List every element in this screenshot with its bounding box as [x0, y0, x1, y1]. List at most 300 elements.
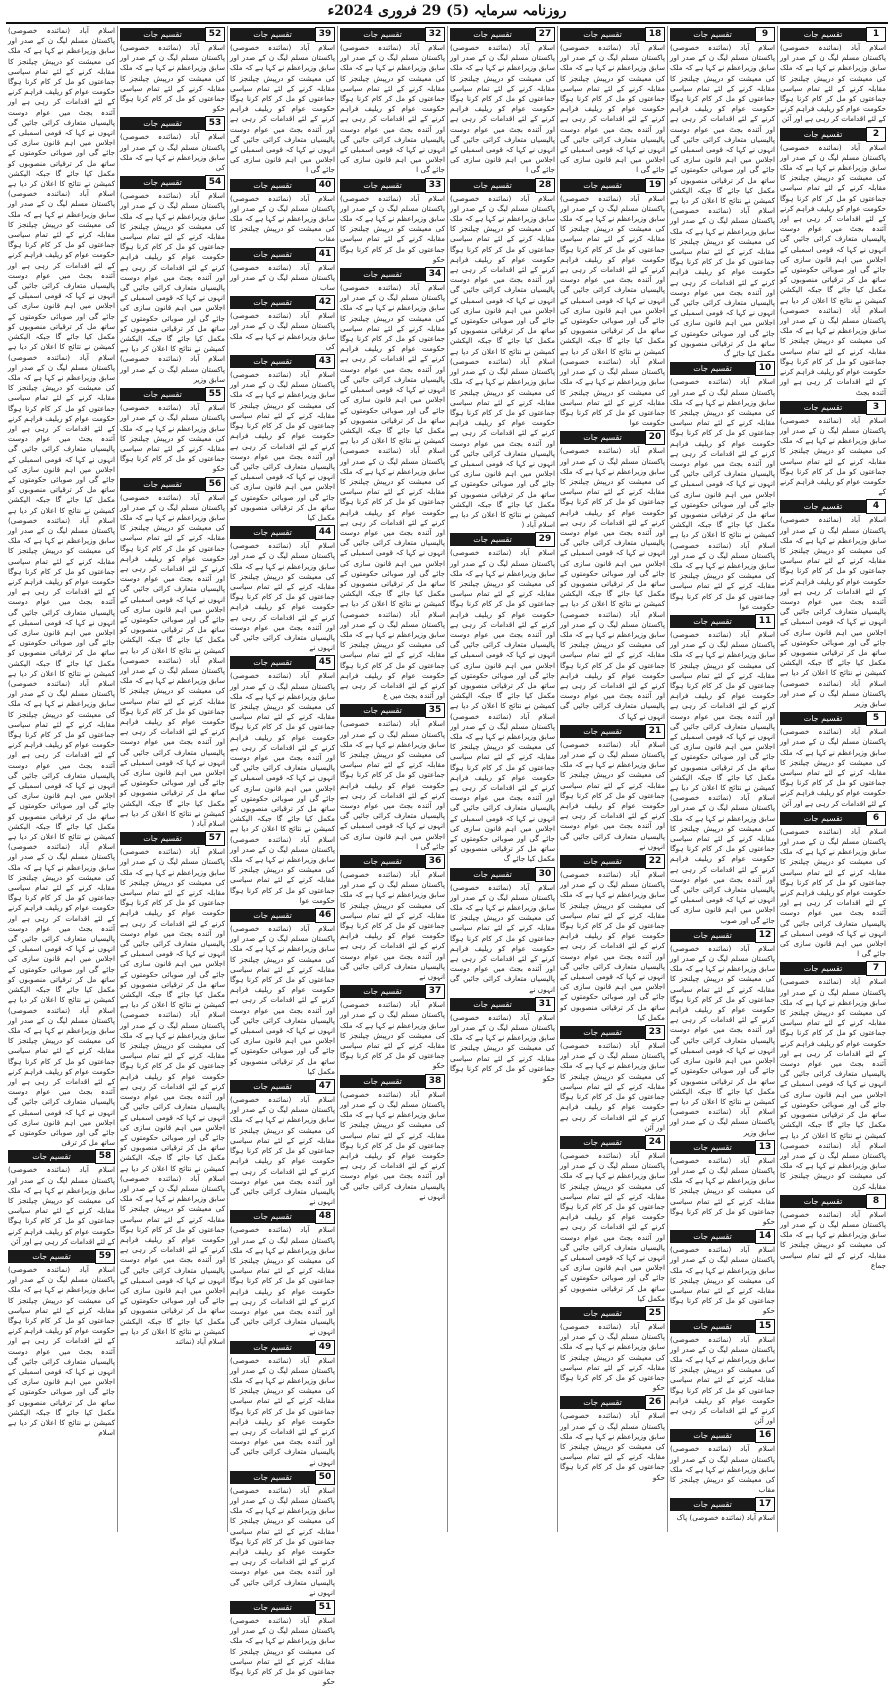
block-number: 45	[315, 655, 335, 670]
classified-block	[780, 28, 886, 125]
block-header	[340, 28, 445, 41]
block-label: تقسیم جات	[780, 500, 866, 513]
block-label: تقسیم جات	[560, 1307, 645, 1320]
block-text: اسلام آباد (نمائندہ خصوصی) پاکستان مسلم لیگ ن کے صدر اور سابق وزیراعظم نے کہا ہے کہ ملک کی معیشت کو درپیش چیلنجز کا مقابلہ کرنے کے لئے تمام سیاسی جماعتوں کو مل کر کام کرنا ہوگا حکو	[120, 43, 225, 114]
block-header	[230, 1341, 335, 1354]
block-label: تقسیم جات	[780, 128, 866, 141]
block-number: 58	[95, 1149, 115, 1164]
block-number: 29	[535, 532, 555, 547]
block-header	[8, 1150, 115, 1163]
block-text: اسلام آباد (نمائندہ خصوصی) پاکستان مسلم لیگ ن کے صدر اور سابق وزیراعظم نے کہا ہے کہ ملک کی معیشت کو درپیش چیلنجز کا مقابلہ کرنے کے لئے تمام سیاسی جماعتوں کو مل کر کام کرنا ہوگا حکومت عوام کو ریلیف فراہم کرنے کے لئے اقدامات کر رہی ہے اور آئندہ بجٹ میں عوام دوست پالیسیاں متعارف کرائی جائیں گی انہوں نے کہا کہ قومی اسمبلی کے اجلاس میں اہم قانون سازی کی جائے گی اور صوبائی حکومتوں کے ساتھ مل کر ترقیاتی منصوبوں کو مکمل کیا جائے گا جبکہ الیکشن کمیشن نے نتائج کا اعلان کر دیا ہے اسلام آباد (نمائندہ خصوصی) پاکستان مسلم لیگ ن کے صدر اور سابق وزیر	[670, 943, 775, 1137]
block-header	[780, 962, 886, 975]
block-text: اسلام آباد (نمائندہ خصوصی) پاکستان مسلم لیگ ن کے صدر اور سابق وزیراعظم نے کہا ہے کہ ملک کی معیشت کو درپیش چیلنجز کا مقابلہ کرنے کے لئے تمام سیاسی جماعتوں کو مل کر کام کرنا ہوگا حکومت عوام کو ریلیف فراہم کرنے کے لئے اقدامات کر رہی ہے اور آئندہ بجٹ میں عوام دوست پالیسیاں متعارف کرائی جائیں گی انہوں نے کہا کہ قومی اسمبلی کے اجلاس میں اہم قانون سازی کی جائے گی اور صوبائی حکومتوں کے ساتھ مل کر ترقیاتی منصوبوں کو مکمل کیا جائے گا جبکہ الیکشن کمیشن نے نتائج کا اعلان کر دیا ہے اسلام آباد (نمائندہ خصوصی) پاکستان مسلم لیگ ن کے صدر اور سابق وزیراعظم نے کہا ہے کہ ملک کی معیشت کو درپیش چیلنجز کا مقابلہ کرنے کے لئے تمام سیاسی جماعتوں کو مل کر کام کرنا ہوگا حکومت عوا	[560, 193, 665, 428]
newspaper-title: روزنامہ سرمایہ (5) 29 فروری 2024ء	[327, 3, 567, 19]
block-label: تقسیم جات	[120, 176, 205, 189]
block-number: 40	[315, 178, 335, 193]
block-label: تقسیم جات	[450, 868, 535, 881]
block-header	[560, 1136, 665, 1149]
block-text: اسلام آباد (نمائندہ خصوصی) پاکستان مسلم لیگ ن کے صدر اور سابق وزیراعظم نے کہا ہے کہ ملک کی معیشت کو درپیش چیلنجز کا مقابلہ کرنے کے لئے تمام سیاسی جماعتوں کو مل کر کام کرنا ہوگا حکومت عوام کو ریلیف فراہم کرنے کے لئے اقدامات کر رہی ہے اور آئندہ بجٹ میں عوام دوست پالیسیاں متعارف کرائی جائیں گی انہوں نے کہا کہ قومی اسمبلی کے اجلاس میں اہم قانون سازی کی جائے گی اور صوبائی حکومتوں کے ساتھ مل کر ترقیاتی منصوبوں کو مکمل کیا	[230, 370, 335, 522]
block-label: تقسیم جات	[340, 985, 425, 998]
block-text: اسلام آباد (نمائندہ خصوصی) پاکستان مسلم لیگ ن کے صدر اور سابق وزیراعظم نے کہا ہے کہ ملک کی معیشت کو درپیش چیلنجز کا مقابلہ کرنے کے لئے تمام سیاسی جماعتوں کو مل کر کام کرنا ہوگا حکو	[340, 193, 445, 264]
block-header	[780, 128, 886, 141]
classified-block	[120, 117, 225, 173]
block-label: تقسیم جات	[560, 855, 645, 868]
column-5	[338, 26, 448, 1532]
block-label: تقسیم جات	[340, 268, 425, 281]
block-number: 22	[645, 854, 665, 869]
block-header	[450, 998, 555, 1011]
classified-block	[780, 128, 886, 398]
column-3	[558, 26, 668, 1532]
block-number: 20	[645, 430, 665, 445]
block-text: اسلام آباد (نمائندہ خصوصی) پاکستان مسلم لیگ ن کے صدر اور سابق وزیراعظم نے کہا ہے کہ ملک کی معیشت کو درپیش چیلنجز کا مقابلہ کرنے کے لئے تمام سیاسی جماعتوں کو مل کر کام کرنا ہوگا حکومت عوام کو ریلیف فراہم کرنے کے لئے اقدامات کر رہی ہے اور آئن	[780, 727, 886, 808]
block-number: 42	[315, 295, 335, 310]
block-label: تقسیم جات	[560, 28, 645, 41]
block-number: 7	[866, 961, 886, 976]
block-label: تقسیم جات	[120, 478, 205, 491]
block-number: 5	[866, 711, 886, 726]
block-header	[230, 1080, 335, 1093]
block-label: تقسیم جات	[340, 704, 425, 717]
classified-block	[230, 1080, 335, 1207]
block-header	[670, 1498, 775, 1511]
block-text: اسلام آباد (نمائندہ خصوصی) پاکستان مسلم لیگ ن کے صدر اور سابق وزیراعظم نے کہا ہے کہ ملک کی معیشت کو درپیش چیلنجز کا مقابلہ کرنے کے لئے تمام سیاسی جماعتوں کو مل کر کام کرنا ہوگا حکو	[450, 1012, 555, 1084]
block-label: تقسیم جات	[230, 656, 315, 669]
block-header	[450, 28, 555, 41]
block-label: تقسیم جات	[560, 431, 645, 444]
block-number: 33	[425, 178, 445, 193]
block-header	[120, 388, 225, 401]
block-header	[230, 355, 335, 368]
block-number: 4	[866, 499, 886, 514]
block-header	[670, 1230, 775, 1243]
block-number: 41	[315, 247, 335, 262]
block-number: 2	[866, 127, 886, 142]
block-number: 16	[755, 1428, 775, 1443]
block-number: 43	[315, 354, 335, 369]
block-label: تقسیم جات	[670, 929, 755, 942]
block-header	[670, 929, 775, 942]
block-text: اسلام آباد (نمائندہ خصوصی) پاکستان مسلم لیگ ن کے صدر اور سابق وزیراعظم نے کہا ہے کہ ملک کی معیشت کو درپیش چیلنجز کا مقابلہ کرنے کے لئے تمام سیاسی جماعتوں کو مل کر کام کرنا ہوگا حکومت عوام کو ریلیف فراہم کرنے کے لئے اقدامات کر رہی ہے اور آئندہ بجٹ میں عوام دوست پالیسیاں متعارف کرائی جائیں گی انہوں نے	[230, 1485, 335, 1597]
block-text: اسلام آباد (نمائندہ خصوصی) پاکستان مسلم لیگ ن کے صدر اور سابق وزیراعظم نے کہا ہے کہ ملک کی معیشت کو درپیش چیلنجز کا مقابلہ کرنے کے لئے تمام سیاسی جماعتوں کو مل کر کام کرنا ہوگا حکومت عوام کو ریلیف فراہم کرنے کے لئے اقدامات کر رہی ہے اور آئندہ بجٹ میں عوام دوست پالیسیاں متعارف کرائی جائیں گی انہوں نے کہا کہ قومی اسمبلی کے اجلاس میں اہم قانون سازی کی جائے گی اور صوبائی حکومتوں کے ساتھ مل کر ترقیاتی منصوبوں کو مکمل کیا جائے گا جبکہ الیکشن کمیشن نے نتائج کا اعلان کر دیا ہے اسلام آباد (نمائندہ خصوصی) پاکستان مسلم لیگ ن کے صدر اور سابق وزیراعظم نے کہا ہے کہ ملک کی معیشت کو درپیش چیلنجز کا مقابلہ کرنے کے لئے تمام سیاسی جماعتوں کو مل کر کام کرنا ہوگا حکومت عوام کو ریلیف فراہم کرنے کے لئے اقدامات کر رہی ہے اور آئندہ بجٹ	[780, 142, 886, 397]
block-header	[780, 500, 886, 513]
classified-block	[780, 812, 886, 960]
page-header	[0, 0, 894, 22]
newspaper-page	[6, 26, 888, 1687]
classified-block	[670, 1320, 775, 1427]
block-number: 47	[315, 1079, 335, 1094]
block-label: تقسیم جات	[560, 1136, 645, 1149]
block-text: اسلام آباد (نمائندہ خصوصی) پاکستان مسلم لیگ ن کے صدر اور سابق وزیراعظم نے کہا ہے کہ ملک کی معیشت کو درپیش چیلنجز کا مقابلہ کرنے کے لئے تمام سیاسی جماعتوں کو مل کر کام کرنا ہوگا حکومت عوام کو ریلیف فراہم کرنے کے لئے اقدامات کر رہی ہے اور آئندہ بجٹ میں عوام دوست پالیسیاں متعارف کرائی جائیں گی انہوں نے	[230, 1225, 335, 1337]
classified-block	[560, 431, 665, 721]
classified-block	[450, 868, 555, 995]
block-label: تقسیم جات	[230, 179, 315, 192]
block-label: تقسیم جات	[450, 998, 535, 1011]
block-text: اسلام آباد (نمائندہ خصوصی) پاکستان مسلم لیگ ن کے صدر اور سابق وزیراعظم نے کہا ہے کہ ملک کی معیشت کو درپیش چیلنجز کا مقابلہ کرنے کے لئے تمام سیاسی جماعتوں کو مل کر کام کرنا ہوگا حکومت عوام کو ریلیف فراہم کرنے کے لئے اقدامات کر رہی ہے اور آئندہ بجٹ میں عوام دوست پالیسیاں متعارف کرائی جائیں گی انہوں نے کہا کہ قومی اسمبلی کے اجلاس میں اہم قانون سازی کی جائے گی اور صوبائی حکومتوں کے ساتھ مل کر ترقیاتی منصوبوں کو مکمل کیا جائے گا جبکہ الیکشن کمیشن نے نتائج کا اعلان کر دیا ہے اسلام آباد (نمائندہ خصوصی) پاکستان مسلم لیگ ن کے صدر اور سابق وزیراعظم نے کہا ہے کہ ملک کی معیشت کو درپیش چیلنجز کا مقابلہ کرنے کے لئے تمام سیاسی جماعتوں کو مل کر کام کرنا ہوگا حکومت عوا	[670, 377, 775, 611]
block-label: تقسیم جات	[780, 401, 866, 414]
block-text: اسلام آباد (نمائندہ خصوصی) پاکستان مسلم لیگ ن کے صدر اور سابق وزیراعظم نے کہا ہے کہ ملک کی معیشت کو درپیش چیلنجز کا مقابلہ کرنے کے لئے تمام سیاسی جماعتوں کو مل کر کام کرنا ہوگا حکومت عوام کو ریلیف فراہم کرنے کے لئے اقدامات کر رہی ہے اور آئندہ بجٹ میں عوام دوست پالیسیاں متعارف کرائی جائیں گی انہوں نے	[230, 1355, 335, 1467]
block-text: اسلام آباد (نمائندہ خصوصی) پاکستان مسلم لیگ ن کے صدر اور سابق وزیراعظم نے کہا ہے کہ ملک کی معیشت کو درپیش چیلنجز کا مقابلہ کرنے کے لئے تمام سیاسی جماعتوں کو مل کر کام کرنا ہوگا حکو	[120, 403, 225, 474]
column-1	[778, 26, 888, 1532]
block-number: 21	[645, 724, 665, 739]
block-text: اسلام آباد (نمائندہ خصوصی) پاکستان مسلم لیگ ن کے صدر اور سابق وزیراعظم نے کہا ہے کہ ملک کی معیشت کو درپیش چیلنجز کا مقابلہ کرنے کے لئے تمام سیاسی جماعتوں کو مل کر کام کرنا ہوگا حکومت عوام کو ریلیف فراہم کرنے کے لئے اقدامات کر رہی ہے اور آئندہ بجٹ میں عوام دوست پالیسیاں متعارف کرائی جائیں گی انہوں نے کہا کہ قومی اسمبلی کے اجلاس میں اہم قانون سازی کی جائے گی اور صوبائی حکومتوں کے ساتھ مل کر ترقیاتی منصوبوں کو مکمل کیا جائے گا جبکہ الیکشن کمیشن نے نتائج کا اعلان کر دیا ہے اسلام آباد (نمائندہ خصوصی) پاکستان مسلم لیگ ن کے صدر اور سابق وزیراعظم نے کہا ہے کہ ملک کی معیشت کو درپیش چیلنجز کا مقابلہ کرنے کے لئے تمام سیاسی جماعتوں کو مل کر کام کرنا ہوگا حکومت عوام کو ریلیف فراہم کرنے کے لئے اقدامات کر رہی ہے اور آئندہ بجٹ میں عوام دوست پالیسیاں متعارف کرائی جائیں گی انہوں نے کہا کہ قومی اسمبلی کے اجلاس میں اہم قانون سازی کی جائے گی اور صوبائی حکومتوں کے ساتھ مل کر ترقیاتی منصوبوں کو مکمل کیا جائے گا جبکہ الیکشن کمیشن نے نتائج کا اعلان کر دیا ہے اسلام آباد (	[450, 193, 555, 530]
block-label: تقسیم جات	[670, 1320, 755, 1333]
block-header	[120, 117, 225, 130]
classified-block	[780, 1195, 886, 1271]
block-number: 10	[755, 361, 775, 376]
column-8	[6, 26, 118, 1532]
block-number: 13	[755, 1140, 775, 1155]
classified-block	[230, 248, 335, 294]
block-number: 27	[535, 27, 555, 42]
classified-block	[560, 855, 665, 1023]
block-text: اسلام آباد (نمائندہ خصوصی) پاکستان مسلم لیگ ن کے صدر اور سابق وزیراعظم نے کہا ہے کہ ملک کی معیشت کو درپیش چیلنجز کا مقابلہ کرنے کے لئے تمام سیاسی جماعتوں کو مل کر کام کرنا ہوگا حکومت عوام کو ریلیف فراہم کرنے کے لئے اقدامات کر رہی ہے اور آئندہ بجٹ میں عوام دوست پالیسیاں متعارف کرائی جائیں گی انہوں نے	[340, 870, 445, 982]
classified-block	[340, 855, 445, 982]
block-label: تقسیم جات	[450, 179, 535, 192]
block-header	[120, 28, 225, 41]
classified-block	[670, 1498, 775, 1523]
block-label: تقسیم جات	[120, 388, 205, 401]
classified-block	[8, 1150, 115, 1247]
block-header	[340, 268, 445, 281]
block-number: 15	[755, 1319, 775, 1334]
classified-block	[230, 1601, 335, 1687]
block-text: اسلام آباد (نمائندہ خصوصی) پاکستان مسلم لیگ ن کے صدر اور سابق وزیراعظم نے کہا ہے کہ ملک کی معیشت کو درپیش چیلنجز کا مقابلہ کرنے کے لئے تمام سیاسی جماعتوں کو مل کر کام کرنا ہوگا حکومت عوام کو ریلیف فراہم کرنے کے لئے اقدامات کر رہی ہے اور آئندہ بجٹ میں عوام دوست پالیسیاں متعارف کرائی جائیں گی انہوں نے کہا کہ قومی اسمبلی کے اجلاس میں اہم قانون سازی کی جائے گی اور صوبائی حکومتوں کے ساتھ مل کر ترقیاتی منصوبوں کو مکمل کیا جائے گا جبکہ الیکشن کمیشن نے نتائج کا اعلان کر دیا ہے اسلام آباد (نمائندہ خصوصی) پاکستان مسلم لیگ ن کے صدر اور سابق وزیراعظم نے کہا ہے کہ ملک کی معیشت کو درپیش چیلنجز کا مقابلہ کرنے کے لئے تمام سیاسی جماعتوں کو مل کر کام کرنا ہوگا حکومت عوام کو ریلیف فراہم کرنے کے لئے اقدامات کر رہی ہے اور آئندہ بجٹ میں عوام دوست پالیسیاں متعارف کرائی جائیں گی انہوں نے کہا کہ قومی اسمبلی کے اجلاس میں اہم قانون سازی کی جائے گی اور صوب	[670, 629, 775, 925]
block-label: تقسیم جات	[670, 28, 755, 41]
block-header	[340, 1075, 445, 1088]
classified-block	[780, 712, 886, 809]
block-text: اسلام آباد (نمائندہ خصوصی) پاک	[676, 1513, 775, 1523]
block-header	[560, 1396, 665, 1409]
block-label: تقسیم جات	[450, 533, 535, 546]
block-label: تقسیم جات	[560, 725, 645, 738]
block-label: تقسیم جات	[780, 1195, 866, 1208]
column-2	[668, 26, 778, 1532]
classified-block	[780, 401, 886, 498]
block-number: 1	[866, 27, 886, 42]
block-number: 44	[315, 525, 335, 540]
block-header	[120, 832, 225, 845]
block-header	[670, 1429, 775, 1442]
block-label: تقسیم جات	[120, 832, 205, 845]
block-number: 52	[205, 27, 225, 42]
classified-block	[230, 1471, 335, 1598]
block-text: اسلام آباد (نمائندہ خصوصی) پاکستان مسلم لیگ ن کے صدر اور سابق وزیراعظم نے کہا ہے کہ ملک کی	[120, 132, 225, 173]
block-text: اسلام آباد (نمائندہ خصوصی) پاکستان مسلم لیگ ن کے صدر اور سابق وزیراعظم نے کہا ہے کہ ملک کی معیشت کو درپیش چیلنجز کا مقابلہ کرنے کے لئے تمام سیاسی جماعتوں کو مل کر کام کرنا ہوگا حکومت عوام کو ریلیف فراہم کرنے کے لئے اقدامات کر رہی ہے اور آئندہ بجٹ میں عوام دوست پالیسیاں متعارف کرائی جائیں گی انہوں نے کہا کہ قومی اسمبلی کے اجلاس میں اہم قانون سازی کی جائے گی اور صوبائی حکومتوں کے ساتھ مل کر ترقیاتی منصوبوں کو مکمل کیا جائے گا جبکہ الیکشن کمیشن نے نتائج کا اعلان کر دیا ہے اسلام آباد (نمائندہ خصوصی) پاکستان مسلم لیگ ن کے صدر اور سابق وزیراعظم نے کہا ہے کہ ملک کی معیشت کو درپیش چیلنجز کا مقابلہ کرنے کے لئے تمام سیاسی جماعتوں کو مل کر کام کرنا ہوگا حکومت عوام کو ریلیف فراہم کرنے کے لئے اقدامات کر رہی ہے اور آئندہ بجٹ میں عوام دوست پالیسیاں متعارف کرائی جائیں گی انہوں نے کہا ک	[560, 446, 665, 721]
block-number: 51	[315, 1600, 335, 1615]
block-label: تقسیم جات	[230, 526, 315, 539]
block-text: اسلام آباد (نمائندہ خصوصی) پاکستان مسلم لیگ ن کے صدر اور سابق وزیراعظم نے کہا ہے کہ ملک کی معیشت کو درپیش چیلنجز کا مقابلہ کرنے کے لئے تمام سیاسی جماعتوں کو مل کر کام کرنا ہوگا حکومت عوام کو ریلیف فراہم کرنے کے	[780, 415, 886, 497]
block-label: تقسیم جات	[120, 28, 205, 41]
block-text: اسلام آباد (نمائندہ خصوصی) پاکستان مسلم لیگ ن کے صدر اور سابق وزیراعظم نے کہا ہے کہ ملک کی معیشت کو درپیش چیلنجز کا مقابلہ کرنے کے لئے تمام سیاسی جماعتوں کو مل کر کام کرنا ہوگا حکومت عوام کو ریلیف فراہم کرنے کے لئے اقدامات کر رہی ہے اور آئندہ بجٹ میں عوام دوست پالیسیاں متعارف کرائی جائیں گی انہوں نے کہا کہ قومی اسمبلی کے اجلاس میں اہم قانون سازی کی جائے گی اور صوبائی حکومتوں کے ساتھ مل کر ترقیاتی منصوبوں کو مکمل کیا جائے گا جبکہ الیکشن کمیشن نے نتائج کا اعلان کر دیا ہے اسلام آباد (نمائندہ خصوصی) پاکستان مسلم لیگ ن کے صدر اور سابق وزیراعظم نے کہا ہے کہ ملک کی معیشت کو درپیش چیلنجز کا مقابلہ کرنے کے لئے تمام سیاسی جماعتوں کو مل کر کام کرنا ہوگا حکومت عوام کو ریلیف فراہم کرنے کے لئے اقدامات کر رہی ہے اور آئندہ بجٹ میں عوام دوست پالیسیاں متعارف کرائی جائیں گی انہوں نے کہا کہ قومی اسمبلی کے اجلاس میں اہم قانون سازی کی جائے گی اور صوبائی حکومتوں کے ساتھ مل کر ترقیاتی منصوبوں کو مکمل کیا جائے گا جبکہ الیکشن کمیشن نے نتائج کا اعلان کر دیا ہے اسلام آباد (نمائندہ خصوصی) پاکستان مسلم لیگ ن کے صدر اور سابق وزیراعظم نے کہا ہے کہ ملک کی معیشت کو درپیش چیلنجز کا مقابلہ کرنے کے لئے تمام سیاسی جماعتوں کو مل کر کام کرنا ہوگا حکومت عوام کو ریلیف فراہم کرنے کے لئے اقدامات کر رہی ہے اور آئندہ بجٹ میں عوام دوست پالیسیاں متعارف کرائی جائیں گی انہوں نے کہا کہ قومی اسمبلی کے اجلاس میں اہم قانون سازی کی جائے گی اور صوبائی حکومتوں کے ساتھ مل کر ترقیاتی منصوبوں کو مکمل کیا جائے گا جبکہ الیکشن کمیشن نے نتائج کا اعلان کر دیا ہے اسلام آباد (نمائند	[120, 847, 225, 1346]
classified-block	[560, 179, 665, 429]
block-label: تقسیم جات	[780, 812, 866, 825]
block-text: اسلام آباد (نمائندہ خصوصی) پاکستان مسلم لیگ ن کے صدر اور سابق وزیراعظم نے کہا ہے کہ ملک کی معیشت کو درپیش چیلنجز کا مقابلہ کرنے کے لئے تمام سیاسی جماعتوں کو مل کر کام کرنا ہوگا حکومت عوام کو ریلیف فراہم کرنے کے لئے اقدامات کر رہی ہے اور آئندہ بجٹ میں عوام دوست پالیسیاں متعارف کرائی جائیں گی انہوں نے کہا کہ قومی اسمبلی کے اجلاس میں اہم قانون سازی کی جائے گی اور صوبائی حکومتوں کے ساتھ مل کر ترقیاتی منصوبوں کو مکمل کیا جائے گا جبکہ الیکشن کمیشن نے نتائج کا اعلان کر دیا ہے اسلام آباد (نمائندہ خصوصی) پاکستان مسلم لیگ ن کے صدر اور سابق وزیراعظم نے کہا ہے کہ ملک کی معیشت کو درپیش چیلنجز کا مقابلہ کرنے کے لئے تمام سیاسی جماعتوں کو مل کر کام کرنا ہوگا حکومت عوام کو ریلیف فراہم کرنے کے لئے اقدامات کر رہی ہے اور آئندہ بجٹ میں عوام دوست پالیسیاں متعارف کرائی جائیں گی انہوں نے کہا کہ قومی اسمبلی کے اجلاس میں اہم قانون سازی کی جائے گی اور صوبائی حکومتوں کے ساتھ مل کر ترقیاتی منصوبوں کو مکمل کیا جائے گ	[670, 43, 775, 359]
block-label: تقسیم جات	[230, 1471, 315, 1484]
block-number: 28	[535, 178, 555, 193]
classified-block	[450, 533, 555, 864]
classified-block	[560, 1307, 665, 1393]
block-number: 57	[205, 831, 225, 846]
classified-block	[560, 1026, 665, 1133]
block-label: تقسیم جات	[230, 355, 315, 368]
block-header	[670, 615, 775, 628]
classified-block	[780, 962, 886, 1191]
classified-block	[120, 478, 225, 830]
block-header	[780, 812, 886, 825]
block-number: 53	[205, 116, 225, 131]
classified-block	[120, 832, 225, 1347]
block-header	[230, 28, 335, 41]
block-text: اسلام آباد (نمائندہ خصوصی) پاکستان مسلم لیگ ن کے صدر اور سابق وزیراعظم نے کہا ہے کہ ملک کی معیشت کو درپیش چیلنجز کا مقابلہ کرنے کے لئے تمام سیاسی جماعتوں کو مل کر کام کرنا ہوگا حکومت عوام کو ریلیف فراہم کرنے کے لئے اقدامات کر رہی ہے اور آئندہ بجٹ میں عوام دوست پالیسیاں متعارف کرائی جائیں گی انہوں نے کہا کہ قومی اسمبلی کے اجلاس میں اہم قانون سازی کی جائے گی اور صوبائی حکومتوں کے ساتھ مل کر ترقیاتی منصوبوں کو مکمل کیا جائے گا جبکہ الیکشن کمیشن نے نتائج کا اعلان کر دیا ہے اسلام آباد (نمائندہ خصوصی) پاکستان مسلم لیگ ن کے صدر اور سابق وزیراعظم نے کہا ہے کہ ملک کی معیشت کو درپیش چیلنجز کا مقابلہ کرنے کے لئے تمام سیاسی جماعتوں کو مل کر کام کرنا ہوگا حکومت عوام کو ریلیف فراہم کرنے کے لئے اقدامات کر رہی ہے اور آئندہ بجٹ میں عوام دوست پالیسیاں متعارف کرائی جائیں گی انہوں نے کہا کہ قومی اسمبلی کے اجلاس میں اہم قانون سازی کی جائے گی اور صوبائی حکومتوں کے ساتھ مل کر ترقیاتی منصوبوں کو مکمل کیا جائے گ	[450, 548, 555, 864]
block-header	[780, 28, 886, 41]
block-number: 6	[866, 811, 886, 826]
block-number: 9	[755, 27, 775, 42]
block-number: 46	[315, 908, 335, 923]
classified-block	[230, 526, 335, 653]
classified-block	[230, 28, 335, 176]
classified-block	[450, 179, 555, 531]
classified-block	[560, 725, 665, 852]
classified-block	[670, 28, 775, 359]
block-label: تقسیم جات	[340, 1075, 425, 1088]
block-label: تقسیم جات	[230, 1341, 315, 1354]
block-header	[560, 179, 665, 192]
block-label: تقسیم جات	[340, 855, 425, 868]
block-text: اسلام آباد (نمائندہ خصوصی) پاکستان مسلم لیگ ن کے صدر اور سابق وزیراعظم نے کہا ہے کہ ملک کی معیشت کو درپیش چیلنجز کا مقابلہ کرنے کے لئے تمام سیاسی جماعتوں کو مل کر کام کرنا ہوگا حکو	[670, 1245, 775, 1316]
classified-block	[560, 1396, 665, 1482]
classified-block	[560, 28, 665, 176]
block-header	[450, 868, 555, 881]
block-label: تقسیم جات	[450, 28, 535, 41]
block-text: اسلام آباد (نمائندہ خصوصی) پاکستان مسلم لیگ ن کے صدر اور سابق وزیراعظم نے کہا ہے کہ ملک کی معیشت کو درپیش چیلنجز کا مقابلہ کرنے کے لئے تمام سیاسی جماعتوں کو مل کر کام کرنا ہوگا حکومت عوام کو ریلیف فراہم کرنے کے لئے اقدامات کر رہی ہے اور آئندہ بجٹ میں عوام دوست پالیسیاں متعارف کرائی جائیں گی انہوں نے کہا کہ قومی اسمبلی کے اجلاس میں اہم قانون سازی کی جائے گی اور صوبائی حکومتوں کے ساتھ مل کر ترقیاتی منصوبوں کو مکمل کیا	[230, 924, 335, 1076]
block-text: اسلام آباد (نمائندہ خصوصی) پاکستان مسلم لیگ ن کے صدر اور سابق وزیراعظم نے کہا ہے کہ ملک کی معیشت کو درپیش چیلنجز کا مقاب	[670, 1444, 775, 1495]
block-text: اسلام آباد (نمائندہ خصوصی) پاکستان مسلم لیگ ن کے صدر اور سابق وزیراعظم نے کہا ہے کہ ملک کی معیشت کو درپیش چیلنجز کا مقابلہ کرنے کے لئے تمام سیاسی جماعتوں کو مل کر کام کرنا ہوگا حکومت عوام کو ریلیف فراہم کرنے کے لئے اقدامات کر رہی ہے اور آئن	[780, 43, 886, 124]
block-number: 54	[205, 175, 225, 190]
block-header	[230, 656, 335, 669]
block-text: اسلام آباد (نمائندہ خصوصی) پاکستان مسلم لیگ ن کے صدر اور سابق وزیراعظم نے کہا ہے کہ ملک کی معیشت کو درپیش چیلنجز کا مقابلہ کرنے کے لئے تمام سیاسی جماعتوں کو مل کر کام کرنا ہوگا حکومت عوام کو ریلیف فراہم کرنے کے لئے اقدامات کر رہی ہے اور آئندہ بجٹ میں عوام دوست پالیسیاں متعارف کرائی جائیں گی انہوں نے کہا کہ قومی اسمبلی کے اجلاس میں اہم قانون سازی کی جائے گی ا	[560, 43, 665, 175]
block-label: تقسیم جات	[780, 28, 866, 41]
block-header	[780, 712, 886, 725]
block-number: 8	[866, 1194, 886, 1209]
classified-block	[230, 909, 335, 1077]
block-number: 32	[425, 27, 445, 42]
classified-block	[120, 28, 225, 114]
block-header	[230, 1210, 335, 1223]
block-text: اسلام آباد (نمائندہ خصوصی) پاکستان مسلم لیگ ن کے صدر اور سابق وزیراعظم نے کہا ہے کہ ملک کی معیشت کو درپیش چیلنجز کا مقابلہ کرنے کے لئے تمام سیاسی جماعتوں کو مل کر کام کرنا ہوگا حکومت عوام کو ریلیف فراہم کرنے کے لئے اقدامات کر رہی ہے اور آئندہ بجٹ میں عوام دوست پالیسیاں متعارف کرائی جائیں گی انہوں نے کہا کہ قومی اسمبلی کے اجلاس میں اہم قانون سازی کی جائے گی اور صوبائی حکومتوں کے ساتھ مل کر ترقیاتی منصوبوں کو مکمل کیا	[560, 870, 665, 1022]
block-label: تقسیم جات	[560, 179, 645, 192]
block-number: 34	[425, 267, 445, 282]
block-text: اسلام آباد (نمائندہ خصوصی) پاکستان مسلم لیگ ن کے صدر اور سابق وزیراعظم نے کہا ہے کہ ملک کی معیشت کو درپیش چیلنجز کا مقابلہ کرنے کے لئے تمام سیاسی جماعتوں کو مل کر کام کرنا ہوگا حکومت عوام کو ریلیف فراہم کرنے کے لئے اقدامات کر رہی ہے اور آئندہ بجٹ میں عوام دوست پالیسیاں متعارف کرائی جائیں گی انہوں نے کہا کہ قومی اسمبلی کے اجلاس میں اہم قانون سازی کی جائے گی اور صوبائی حکومتوں کے ساتھ مل کر ترقیاتی منصوبوں کو مکمل کیا	[560, 1150, 665, 1303]
block-label: تقسیم جات	[8, 1150, 95, 1163]
lead-article-text: اسلام آباد (نمائندہ خصوصی) پاکستان مسلم لیگ ن کے صدر اور سابق وزیراعظم نے کہا ہے کہ ملک کی معیشت کو درپیش چیلنجز کا مقابلہ کرنے کے لئے تمام سیاسی جماعتوں کو مل کر کام کرنا ہوگا حکومت عوام کو ریلیف فراہم کرنے کے لئے اقدامات کر رہی ہے اور آئندہ بجٹ میں عوام دوست پالیسیاں متعارف کرائی جائیں گی انہوں نے کہا کہ قومی اسمبلی کے اجلاس میں اہم قانون سازی کی جائے گی اور صوبائی حکومتوں کے ساتھ مل کر ترقیاتی منصوبوں کو مکمل کیا جائے گا جبکہ الیکشن کمیشن نے نتائج کا اعلان کر دیا ہے اسلام آباد (نمائندہ خصوصی) پاکستان مسلم لیگ ن کے صدر اور سابق وزیراعظم نے کہا ہے کہ ملک کی معیشت کو درپیش چیلنجز کا مقابلہ کرنے کے لئے تمام سیاسی جماعتوں کو مل کر کام کرنا ہوگا حکومت عوام کو ریلیف فراہم کرنے کے لئے اقدامات کر رہی ہے اور آئندہ بجٹ میں عوام دوست پالیسیاں متعارف کرائی جائیں گی انہوں نے کہا کہ قومی اسمبلی کے اجلاس میں اہم قانون سازی کی جائے گی اور صوبائی حکومتوں کے ساتھ مل کر ترقیاتی منصوبوں کو مکمل کیا جائے گا جبکہ الیکشن کمیشن نے نتائج کا اعلان کر دیا ہے اسلام آباد (نمائندہ خصوصی) پاکستان مسلم لیگ ن کے صدر اور سابق وزیراعظم نے کہا ہے کہ ملک کی معیشت کو درپیش چیلنجز کا مقابلہ کرنے کے لئے تمام سیاسی جماعتوں کو مل کر کام کرنا ہوگا حکومت عوام کو ریلیف فراہم کرنے کے لئے اقدامات کر رہی ہے اور آئندہ بجٹ میں عوام دوست پالیسیاں متعارف کرائی جائیں گی انہوں نے کہا کہ قومی اسمبلی کے اجلاس میں اہم قانون سازی کی جائے گی اور صوبائی حکومتوں کے ساتھ مل کر ترقیاتی منصوبوں کو مکمل کیا جائے گا جبکہ الیکشن کمیشن نے نتائج کا اعلان کر دیا ہے اسلام آباد (نمائندہ خصوصی) پاکستان مسلم لیگ ن کے صدر اور سابق وزیراعظم نے کہا ہے کہ ملک کی معیشت کو درپیش چیلنجز کا مقابلہ کرنے کے لئے تمام سیاسی جماعتوں کو مل کر کام کرنا ہوگا حکومت عوام کو ریلیف فراہم کرنے کے لئے اقدامات کر رہی ہے اور آئندہ بجٹ میں عوام دوست پالیسیاں متعارف کرائی جائیں گی انہوں نے کہا کہ قومی اسمبلی کے اجلاس میں اہم قانون سازی کی جائے گی اور صوبائی حکومتوں کے ساتھ مل کر ترقیاتی منصوبوں کو مکمل کیا جائے گا جبکہ الیکشن کمیشن نے نتائج کا اعلان کر دیا ہے اسلام آباد (نمائندہ خصوصی) پاکستان مسلم لیگ ن کے صدر اور سابق وزیراعظم نے کہا ہے کہ ملک کی معیشت کو درپیش چیلنجز کا مقابلہ کرنے کے لئے تمام سیاسی جماعتوں کو مل کر کام کرنا ہوگا حکومت عوام کو ریلیف فراہم کرنے کے لئے اقدامات کر رہی ہے اور آئندہ بجٹ میں عوام دوست پالیسیاں متعارف کرائی جائیں گی انہوں نے کہا کہ قومی اسمبلی کے اجلاس میں اہم قانون سازی کی جائے گی اور صوبائی حکومتوں کے ساتھ مل کر ترقیاتی منصوبوں کو مکمل کیا جائے گا جبکہ الیکشن کمیشن نے نتائج کا اعلان کر دیا ہے اسلام آباد (نمائندہ خصوصی) پاکستان مسلم لیگ ن کے صدر اور سابق وزیراعظم نے کہا ہے کہ ملک کی معیشت کو درپیش چیلنجز کا مقابلہ کرنے کے لئے تمام سیاسی جماعتوں کو مل کر کام کرنا ہوگا حکومت عوام کو ریلیف فراہم کرنے کے لئے اقدامات کر رہی ہے اور آئندہ بجٹ میں عوام دوست پالیسیاں متعارف کرائی جائیں گی انہوں نے کہا کہ قومی اسمبلی کے اجلاس میں اہم قانون سازی کی جائے گی اور صوبائی حکومتوں کے ساتھ مل کر ترقیاتی منصوبوں کو مکمل کیا جائے گا جبکہ الیکشن کمیشن نے نتائج کا اعلان کر دیا ہے اسلام آباد (نمائندہ خصوصی) پاکستان مسلم لیگ ن کے صدر اور سابق وزیراعظم نے کہا ہے کہ ملک کی معیشت کو درپیش چیلنجز کا مقابلہ کرنے کے لئے تمام سیاسی جماعتوں کو مل کر کام کرنا ہوگا حکومت عوام کو ریلیف فراہم کرنے کے لئے اقدامات کر رہی ہے اور آئندہ بجٹ میں عوام دوست پالیسیاں متعارف کرائی جائیں گی انہوں نے کہا کہ قومی اسمبلی کے اجلاس میں اہم قانون سازی کی جائے گی اور صوبائی حکومتوں کے ساتھ مل کر ترقی	[8, 26, 115, 1148]
block-number: 50	[315, 1470, 335, 1485]
classified-block	[340, 268, 445, 701]
block-number: 48	[315, 1209, 335, 1224]
block-text: اسلام آباد (نمائندہ خصوصی) پاکستان مسلم لیگ ن کے صدر اور سابق وزیراعظم نے کہا ہے کہ ملک کی معیشت کو درپیش چیلنجز کا مقابلہ کرنے کے لئے تمام سیاسی جماعتوں کو مل کر کام کرنا ہوگا حکومت عوام کو ریلیف فراہم کرنے کے لئے اقدامات کر رہی ہے اور آئن	[560, 1041, 665, 1132]
classified-block	[670, 1141, 775, 1227]
block-text: اسلام آباد (نمائندہ خصوصی) پاکستان مسلم لیگ ن کے صدر اور سابق وزیراعظم نے کہا ہے کہ ملک کی	[230, 311, 335, 351]
block-label: تقسیم جات	[670, 1498, 755, 1511]
classified-block	[8, 1250, 115, 1438]
header-rule	[6, 22, 888, 24]
block-header	[670, 362, 775, 375]
classified-block	[340, 28, 445, 176]
block-number: 30	[535, 867, 555, 882]
block-text: اسلام آباد (نمائندہ خصوصی) پاکستان مسلم لیگ ن کے صدر اور ساب	[230, 262, 335, 293]
block-label: تقسیم جات	[120, 117, 205, 130]
block-label: تقسیم جات	[230, 909, 315, 922]
classified-block	[230, 1210, 335, 1337]
block-number: 38	[425, 1074, 445, 1089]
block-number: 55	[205, 387, 225, 402]
block-text: اسلام آباد (نمائندہ خصوصی) پاکستان مسلم لیگ ن کے صدر اور سابق وزیراعظم نے کہا ہے کہ ملک کی معیشت کو درپیش چیلنجز کا مقابلہ کرنے کے لئے تمام سیاسی جماعتوں کو مل کر کام کرنا ہوگا حکو	[670, 1155, 775, 1226]
block-header	[670, 1320, 775, 1333]
classified-block	[340, 704, 445, 852]
block-header	[340, 179, 445, 192]
block-header	[230, 296, 335, 309]
block-text: اسلام آباد (نمائندہ خصوصی) پاکستان مسلم لیگ ن کے صدر اور سابق وزیراعظم نے کہا ہے کہ ملک کی معیشت کو درپیش چیلنجز کا مقابلہ کرنے کے لئے تمام سیاسی جماعتوں کو مل کر کام کرنا ہوگا حکومت عوام کو ریلیف فراہم کرنے کے لئے اقدامات کر رہی ہے اور آئندہ بجٹ میں عوام دوست پالیسیاں متعارف کرائی جائیں گی انہوں نے	[450, 882, 555, 994]
block-header	[8, 1250, 115, 1263]
block-number: 37	[425, 984, 445, 999]
block-header	[230, 1471, 335, 1484]
classified-block	[560, 1136, 665, 1304]
block-text: اسلام آباد (نمائندہ خصوصی) پاکستان مسلم لیگ ن کے صدر اور سابق وزیراعظم نے کہا ہے کہ ملک کی معیشت کو درپیش چیلنجز کا مقابلہ کرنے کے لئے تمام سیاسی جماعتوں کو مل کر کام کرنا ہوگا حکومت عوام کو ریلیف فراہم کرنے کے لئے اقدامات کر رہی ہے اور آئندہ بجٹ میں عوام دوست پالیسیاں متعارف کرائی جائیں گی انہوں نے کہا کہ قومی اسمبلی کے اجلاس میں اہم قانون سازی کی جائے گی اور صوبائی حکومتوں کے ساتھ مل کر ترقیاتی منصوبوں کو مکمل کیا جائے گا جبکہ الیکشن کمیشن نے نتائج کا اعلان کر دیا ہے اسلام آباد (نمائندہ خصوصی) پاکستان مسلم لیگ ن کے صدر اور سابق وزیراعظم نے کہا ہے کہ ملک کی معیشت کو درپیش چیلنجز کا مقابلہ کرنے کے لئے تمام سیاسی جماعتوں کو مل کر کام کرنا ہوگا حکومت عوام کو ریلیف فراہم کرنے کے لئے اقدامات کر رہی ہے اور آئندہ بجٹ میں عوام دوست پالیسیاں متعارف کرائی جائیں گی انہوں نے کہا کہ قومی اسمبلی کے اجلاس میں اہم قانون سازی کی جائے گی اور صوبائی حکومتوں کے ساتھ مل کر ترقیاتی منصوبوں کو مکمل کیا جائے گا جبکہ الیکشن کمیشن نے نتائج کا اعلان کر دیا ہے اسلام آباد (نمائندہ خصوصی) پاکستان مسلم لیگ ن کے صدر اور سابق وزیراعظم نے کہا ہے کہ ملک کی معیشت کو درپیش چیلنجز کا مقابلہ کرنے کے لئے تمام سیاسی جماعتوں کو مل کر کام کرنا ہوگا حکومت عوام کو ریلیف فراہم کرنے کے لئے اقدامات کر رہی ہے اور آئندہ بجٹ میں ع	[340, 283, 445, 701]
classified-block	[340, 985, 445, 1071]
block-label: تقسیم جات	[8, 1250, 95, 1263]
block-header	[450, 533, 555, 546]
classified-block	[670, 1429, 775, 1495]
classified-block	[780, 500, 886, 709]
block-text: اسلام آباد (نمائندہ خصوصی) پاکستان مسلم لیگ ن کے صدر اور سابق وزیراعظم نے کہا ہے کہ ملک کی معیشت کو درپیش چیلنجز کا مقابلہ کرنے کے لئے تمام سیاسی جماعتوں کو مل کر کام کرنا ہوگا حکومت عوام کو ریلیف فراہم کرنے کے لئے اقدامات کر رہی ہے اور آئندہ بجٹ میں عوام دوست پالیسیاں متعارف کرائی جائیں گی انہوں نے	[340, 1089, 445, 1201]
block-text: اسلام آباد (نمائندہ خصوصی) پاکستان مسلم لیگ ن کے صدر اور سابق وزیراعظم نے کہا ہے کہ ملک کی معیشت کو درپیش چیلنجز کا مقابلہ کرنے کے لئے تمام سیاسی جماعتوں کو مل کر کام کرنا ہوگا حکومت عوام کو ریلیف فراہم کرنے کے لئے اقدامات کر رہی ہے اور آئندہ بجٹ میں عوام دوست پالیسیاں متعارف کرائی جائیں گی انہوں نے کہا کہ قومی اسمبلی کے اجلاس میں اہم قانون سازی کی جائے گی اور صوبائی حکومتوں کے ساتھ مل کر ترقیاتی منصوبوں کو مکمل کیا جائے گا جبکہ الیکشن کمیشن نے نتائج کا اعلان کر دیا ہے اسلام آباد (نمائندہ خصوصی) پاکستان مسلم لیگ ن کے صدر اور سابق وزیراعظم نے کہا ہے کہ ملک کی معیشت کو درپیش چیلنجز کا مقابلہ کرنے کے لئے تمام سیاسی جماعتوں کو مل کر کام کرنا ہوگا حکومت عوام کو ریلیف فراہم کرنے کے لئے اقدامات کر رہی ہے اور آئندہ بجٹ میں عوام دوست پالیسیاں متعارف کرائی جائیں گی انہوں نے کہا کہ قومی اسمبلی کے اجلاس میں اہم قانون سازی کی جائے گی اور صوبائی حکومتوں کے ساتھ مل کر ترقیاتی منصوبوں کو مکمل کیا جائے گا جبکہ الیکشن کمیشن نے نتائج کا اعلان کر دیا ہے اسلام آباد (	[120, 492, 225, 829]
block-number: 39	[315, 27, 335, 42]
block-text: اسلام آباد (نمائندہ خصوصی) پاکستان مسلم لیگ ن کے صدر اور سابق وزیراعظم نے کہا ہے کہ ملک کی معیشت کو درپیش چیلنجز کا مقابلہ کرنے کے لئے تمام سیاسی جماعتوں کو مل کر کام کرنا ہوگا حکومت عوام کو ریلیف فراہم کرنے کے لئے اقدامات کر رہی ہے اور آئندہ بجٹ میں عوام دوست پالیسیاں متعارف کرائی جائیں گی انہوں نے کہا کہ قومی اسمبلی کے اجلاس میں اہم قانون سازی کی جائے گی ا	[340, 719, 445, 851]
block-text: اسلام آباد (نمائندہ خصوصی) پاکستان مسلم لیگ ن کے صدر اور سابق وزیراعظم نے کہا ہے کہ ملک کی معیشت کو درپیش چیلنجز کا مقابلہ کرنے کے لئے تمام سیاسی جماعتوں کو مل کر کام کرنا ہوگا حکومت عوام کو ریلیف فراہم کرنے کے لئے اقدامات کر رہی ہے اور آئندہ بجٹ میں عوام دوست پالیسیاں متعارف کرائی جائیں گی انہوں نے کہا کہ قومی اسمبلی کے اجلاس میں اہم قانون سازی کی جائے گی ا	[450, 43, 555, 175]
block-label: تقسیم جات	[670, 1429, 755, 1442]
block-text: اسلام آباد (نمائندہ خصوصی) پاکستان مسلم لیگ ن کے صدر اور سابق وزیراعظم نے کہا ہے کہ ملک کی معیشت کو درپیش چیلنجز کا مقابلہ کرنے کے لئے تمام سیاسی جماعتوں کو مل کر کام کرنا ہوگا حکومت عوام کو ریلیف فراہم کرنے کے لئے اقدامات کر رہی ہے اور آئندہ بجٹ میں عوام دوست پالیسیاں متعارف کرائی جائیں گی انہوں نے کہا کہ قومی اسمبلی کے اجلاس میں اہم قانون سازی کی جائے گی اور صوبائی حکومتوں کے ساتھ مل کر ترقیاتی منصوبوں کو مکمل کیا جائے گا جبکہ الیکشن کمیشن نے نتائج کا اعلان کر دیا ہے اسلام آباد (نمائندہ خصوصی) پاکستان مسلم لیگ ن کے صدر اور سابق وزیر	[120, 191, 225, 384]
block-header	[120, 176, 225, 189]
block-label: تقسیم جات	[230, 1210, 315, 1223]
block-number: 26	[645, 1395, 665, 1410]
block-text: اسلام آباد (نمائندہ خصوصی) پاکستان مسلم لیگ ن کے صدر اور سابق وزیراعظم نے کہا ہے کہ ملک کی معیشت کو درپیش چیلنجز کا مقابلہ کرنے کے لئے تمام سیاسی جماعتوں کو مل کر کام کرنا ہوگا حکومت عوام کو ریلیف فراہم کرنے کے لئے اقدامات کر رہی ہے اور آئندہ بجٹ میں عوام دوست پالیسیاں متعارف کرائی جائیں گی انہوں نے کہا کہ قومی اسمبلی کے اجلاس میں اہم قانون سازی کی جائے گی ا	[780, 826, 886, 959]
block-header	[780, 1195, 886, 1208]
block-header	[230, 909, 335, 922]
block-text: اسلام آباد (نمائندہ خصوصی) پاکستان مسلم لیگ ن کے صدر اور سابق وزیراعظم نے کہا ہے کہ ملک کی معیشت کو درپیش چیلنجز کا مقابلہ کرنے کے لئے تمام سیاسی جماعتوں کو مل کر کام کرنا ہوگا حکو	[560, 1411, 665, 1482]
block-number: 49	[315, 1340, 335, 1355]
block-header	[560, 1307, 665, 1320]
block-header	[120, 478, 225, 491]
block-label: تقسیم جات	[340, 179, 425, 192]
block-text: اسلام آباد (نمائندہ خصوصی) پاکستان مسلم لیگ ن کے صدر اور سابق وزیراعظم نے کہا ہے کہ ملک کی معیشت کو درپیش چیلنجز کا مقابلہ کرنے کے لئے تمام سیاسی جماعتوں کو مل کر کام کرنا ہوگا حکو	[560, 1321, 665, 1393]
column-6	[228, 26, 338, 1687]
block-header	[450, 179, 555, 192]
block-header	[230, 248, 335, 261]
block-text: اسلام آباد (نمائندہ خصوصی) پاکستان مسلم لیگ ن کے صدر اور سابق وزیراعظم نے کہا ہے کہ ملک کی معیشت کو درپیش چیلنجز کا مقابلہ کرنے کے لئے تمام سیاسی جماعتوں کو مل کر کام کرنا ہوگا حکو	[340, 1000, 445, 1071]
block-number: 23	[645, 1025, 665, 1040]
block-number: 24	[645, 1135, 665, 1150]
block-header	[560, 431, 665, 444]
block-number: 18	[645, 27, 665, 42]
block-text: اسلام آباد (نمائندہ خصوصی) پاکستان مسلم لیگ ن کے صدر اور سابق وزیراعظم نے کہا ہے کہ ملک کی معیشت کو درپیش چیلنجز کا مقابلہ کرنے کے لئے تمام سیاسی جماعتوں کو مل کر کام کرنا ہوگا حکومت عوام کو ریلیف فراہم کرنے کے لئے اقدامات کر رہی ہے اور آئندہ بجٹ میں عوام دوست پالیسیاں متعارف کرائی جائیں گی انہوں نے کہا کہ قومی اسمبلی کے اجلاس میں اہم قانون سازی کی جائے گی اور صوبائی حکومتوں کے ساتھ مل کر ترقیاتی منصوبوں کو مکمل کیا جائے گا جبکہ الیکشن کمیشن نے نتائج کا اعلان کر دیا ہے اسلام	[8, 1264, 115, 1438]
block-header	[340, 985, 445, 998]
column-4	[448, 26, 558, 1532]
classified-block	[230, 656, 335, 906]
block-header	[560, 725, 665, 738]
column-7	[118, 26, 228, 1532]
classified-block	[670, 929, 775, 1138]
block-header	[230, 526, 335, 539]
block-label: تقسیم جات	[780, 712, 866, 725]
block-header	[560, 28, 665, 41]
block-header	[340, 855, 445, 868]
block-label: تقسیم جات	[670, 362, 755, 375]
block-text: اسلام آباد (نمائندہ خصوصی) پاکستان مسلم لیگ ن کے صدر اور سابق وزیراعظم نے کہا ہے کہ ملک کی معیشت کو درپیش چیلنجز کا مقابلہ کرنے کے لئے تمام سیاسی جماعتوں کو مل کر کام کرنا ہوگا حکو	[230, 1616, 335, 1687]
classified-block	[450, 998, 555, 1084]
block-number: 31	[535, 997, 555, 1012]
block-label: تقسیم جات	[780, 962, 866, 975]
classified-block	[670, 615, 775, 926]
classified-block	[340, 1075, 445, 1202]
classified-block	[120, 176, 225, 385]
block-header	[340, 704, 445, 717]
block-number: 36	[425, 854, 445, 869]
classified-block	[670, 1230, 775, 1316]
block-label: تقسیم جات	[670, 615, 755, 628]
block-text: اسلام آباد (نمائندہ خصوصی) پاکستان مسلم لیگ ن کے صدر اور سابق وزیراعظم نے کہا ہے کہ ملک کی معیشت کو درپیش چیلنجز کا مقاب	[230, 193, 335, 244]
block-label: تقسیم جات	[670, 1230, 755, 1243]
block-number: 19	[645, 178, 665, 193]
block-text: اسلام آباد (نمائندہ خصوصی) پاکستان مسلم لیگ ن کے صدر اور سابق وزیراعظم نے کہا ہے کہ ملک کی معیشت کو درپیش چیلنجز کا مقابلہ کرنے کے لئے تمام سیاسی جماعتوں کو مل کر کام کرنا ہوگا حکومت عوام کو ریلیف فراہم کرنے کے لئے اقدامات کر رہی ہے اور آئندہ بجٹ میں عوام دوست پالیسیاں متعارف کرائی جائیں گی انہوں نے	[560, 739, 665, 851]
block-text: اسلام آباد (نمائندہ خصوصی) پاکستان مسلم لیگ ن کے صدر اور سابق وزیراعظم نے کہا ہے کہ ملک کی معیشت کو درپیش چیلنجز کا مقابلہ کرنے کے لئے تمام سیاسی جماعتوں کو مل کر کام کرنا ہوگا حکومت عوام کو ریلیف فراہم کرنے کے لئے اقدامات کر رہی ہے اور آئن	[670, 1334, 775, 1426]
block-header	[560, 1026, 665, 1039]
block-header	[780, 401, 886, 414]
classified-block	[230, 1341, 335, 1468]
block-number: 56	[205, 477, 225, 492]
block-number: 35	[425, 703, 445, 718]
block-text: اسلام آباد (نمائندہ خصوصی) پاکستان مسلم لیگ ن کے صدر اور سابق وزیراعظم نے کہا ہے کہ ملک کی معیشت کو درپیش چیلنجز کا مقابلہ کرنے کے لئے تمام سیاسی جماعتوں کو مل کر کام کرنا ہوگا حکومت عوام کو ریلیف فراہم کرنے کے لئے اقدامات کر رہی ہے اور آئندہ بجٹ میں عوام دوست پالیسیاں متعارف کرائی جائیں گی انہوں نے	[230, 1095, 335, 1207]
block-label: تقسیم جات	[230, 248, 315, 261]
block-number: 3	[866, 400, 886, 415]
block-label: تقسیم جات	[230, 1601, 315, 1614]
block-text: اسلام آباد (نمائندہ خصوصی) پاکستان مسلم لیگ ن کے صدر اور سابق وزیراعظم نے کہا ہے کہ ملک کی معیشت کو درپیش چیلنجز کا مقابلہ کرنے کے لئے تمام سیاسی جماعتوں کو مل کر کام کرنا ہوگا حکومت عوام کو ریلیف فراہم کرنے کے لئے اقدامات کر رہی ہے اور آئندہ بجٹ میں عوام دوست پالیسیاں متعارف کرائی جائیں گی انہوں نے کہا کہ قومی اسمبلی کے اجلاس میں اہم قانون سازی کی جائے گی اور صوبائی حکومتوں کے ساتھ مل کر ترقیاتی منصوبوں کو مکمل کیا جائے گا جبکہ الیکشن کمیشن نے نتائج کا اعلان کر دیا ہے اسلام آباد (نمائندہ خصوصی) پاکستان مسلم لیگ ن کے صدر اور سابق وزیراعظم نے کہا ہے کہ ملک کی معیشت کو درپیش چیلنجز کا مقابلہ کرنے کے لئے تمام سیاسی جماعتوں کو مل کر کام کرنا ہوگا حکومت عوا	[230, 671, 335, 905]
block-number: 25	[645, 1306, 665, 1321]
classified-block	[230, 179, 335, 245]
classified-block	[230, 355, 335, 523]
block-text: اسلام آباد (نمائندہ خصوصی) پاکستان مسلم لیگ ن کے صدر اور سابق وزیراعظم نے کہا ہے کہ ملک کی معیشت کو درپیش چیلنجز کا مقابلہ کرنے کے لئے تمام سیاسی جماع	[780, 1209, 886, 1270]
block-label: تقسیم جات	[340, 28, 425, 41]
block-number: 12	[755, 928, 775, 943]
block-text: اسلام آباد (نمائندہ خصوصی) پاکستان مسلم لیگ ن کے صدر اور سابق وزیراعظم نے کہا ہے کہ ملک کی معیشت کو درپیش چیلنجز کا مقابلہ کرنے کے لئے تمام سیاسی جماعتوں کو مل کر کام کرنا ہوگا حکومت عوام کو ریلیف فراہم کرنے کے لئے اقدامات کر رہی ہے اور آئندہ بجٹ میں عوام دوست پالیسیاں متعارف کرائی جائیں گی انہوں نے کہا کہ قومی اسمبلی کے اجلاس میں اہم قانون سازی کی جائے گی ا	[230, 43, 335, 175]
block-header	[670, 28, 775, 41]
block-number: 59	[95, 1249, 115, 1264]
block-label: تقسیم جات	[670, 1141, 755, 1154]
block-label: تقسیم جات	[230, 1080, 315, 1093]
block-number: 14	[755, 1229, 775, 1244]
block-text: اسلام آباد (نمائندہ خصوصی) پاکستان مسلم لیگ ن کے صدر اور سابق وزیراعظم نے کہا ہے کہ ملک کی معیشت کو درپیش چیلنجز کا مقابلہ کرنے کے لئے تمام سیاسی جماعتوں کو مل کر کام کرنا ہوگا حکومت عوام کو ریلیف فراہم کرنے کے لئے اقدامات کر رہی ہے اور آئندہ بجٹ میں عوام دوست پالیسیاں متعارف کرائی جائیں گی انہوں نے کہا کہ قومی اسمبلی کے اجلاس میں اہم قانون سازی کی جائے گی ا	[340, 43, 445, 175]
classified-block	[120, 388, 225, 474]
block-header	[230, 179, 335, 192]
classified-block	[670, 362, 775, 612]
block-text: اسلام آباد (نمائندہ خصوصی) پاکستان مسلم لیگ ن کے صدر اور سابق وزیراعظم نے کہا ہے کہ ملک کی معیشت کو درپیش چیلنجز کا مقابلہ کرنے کے لئے تمام سیاسی جماعتوں کو مل کر کام کرنا ہوگا حکومت عوام کو ریلیف فراہم کرنے کے لئے اقدامات کر رہی ہے اور آئندہ بجٹ میں عوام دوست پالیسیاں متعارف کرائی جائیں گی انہوں نے کہا کہ قومی اسمبلی کے اجلاس میں اہم قانون سازی کی جائے گی اور صوبائی حکومتوں کے ساتھ مل کر ترقیاتی منصوبوں کو مکمل کیا جائے گا جبکہ الیکشن کمیشن نے نتائج کا اعلان کر دیا ہے اسلام آباد (نمائندہ خصوصی) پاکستان مسلم لیگ ن کے صدر اور سابق وزیر	[780, 515, 886, 708]
block-label: تقسیم جات	[230, 296, 315, 309]
classified-block	[340, 179, 445, 265]
block-label: تقسیم جات	[560, 1396, 645, 1409]
block-header	[560, 855, 665, 868]
block-text: اسلام آباد (نمائندہ خصوصی) پاکستان مسلم لیگ ن کے صدر اور سابق وزیراعظم نے کہا ہے کہ ملک کی معیشت کو درپیش چیلنجز کا مقابلہ کرنے کے لئے تمام سیاسی جماعتوں کو مل کر کام کرنا ہوگا حکومت عوام کو ریلیف فراہم کرنے کے لئے اقدامات کر رہی ہے اور آئن	[8, 1165, 115, 1246]
block-header	[230, 1601, 335, 1614]
classified-block	[230, 296, 335, 352]
